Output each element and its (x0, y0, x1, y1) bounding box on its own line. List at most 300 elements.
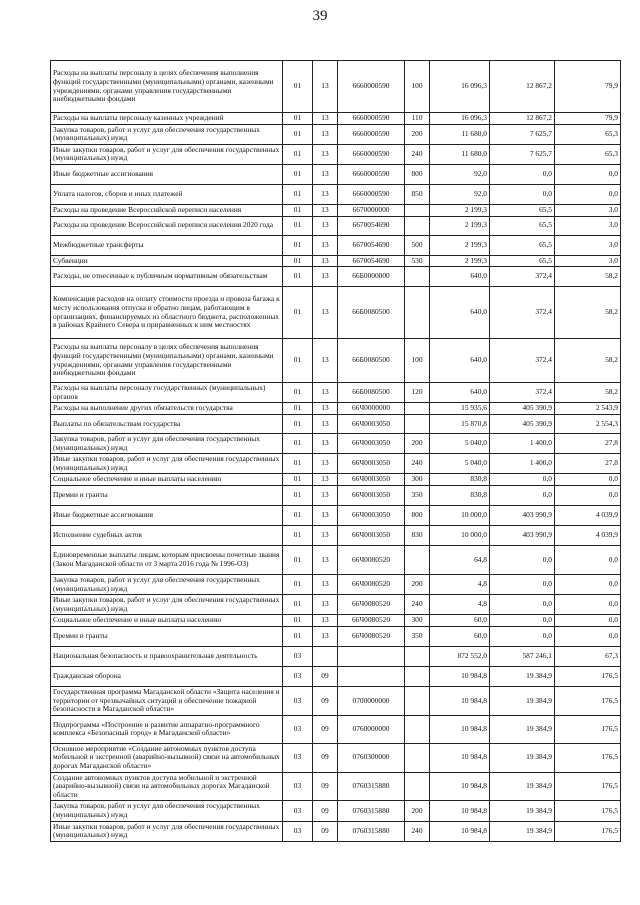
table-row (51, 525, 621, 545)
cell-subsection: 13 (313, 525, 338, 545)
cell-executed: 0,0 (490, 474, 555, 486)
table-body (51, 61, 621, 842)
cell-subsection: 13 (313, 216, 338, 235)
cell-target-article: 66Б0080500 (338, 339, 405, 383)
table-row (51, 216, 621, 235)
cell-planned: 10 000,0 (430, 505, 490, 525)
cell-name: Гражданская оборона (51, 666, 283, 686)
cell-target-article: 0700000000 (338, 686, 405, 715)
cell-planned: 92,0 (430, 164, 490, 184)
cell-executed: 405 390,9 (490, 403, 555, 415)
cell-section: 01 (283, 267, 313, 287)
cell-subsection: 13 (313, 113, 338, 125)
cell-subsection: 13 (313, 615, 338, 627)
cell-section: 01 (283, 505, 313, 525)
cell-executed: 0,0 (490, 485, 555, 505)
cell-expense-type: 110 (405, 113, 430, 125)
cell-section: 03 (283, 666, 313, 686)
cell-percent: 176,5 (555, 743, 621, 772)
cell-expense-type (405, 545, 430, 574)
cell-section: 03 (283, 821, 313, 841)
cell-expense-type: 350 (405, 485, 430, 505)
cell-percent: 176,5 (555, 666, 621, 686)
cell-percent: 58,2 (555, 339, 621, 383)
cell-percent: 0,0 (555, 574, 621, 594)
cell-planned: 2 199,3 (430, 204, 490, 216)
cell-section: 01 (283, 383, 313, 403)
cell-subsection: 13 (313, 204, 338, 216)
cell-planned: 830,8 (430, 474, 490, 486)
cell-name: Расходы на выплаты персоналу казенных учреждений (51, 113, 283, 125)
cell-planned: 16 096,3 (430, 113, 490, 125)
cell-name: Расходы на проведение Всероссийской переписи населения 2020 года (51, 216, 283, 235)
cell-planned: 16 096,3 (430, 61, 490, 113)
table-row (51, 474, 621, 486)
cell-subsection (313, 646, 338, 666)
cell-expense-type: 240 (405, 821, 430, 841)
cell-section: 03 (283, 646, 313, 666)
cell-target-article: 66Б0000000 (338, 267, 405, 287)
table-row (51, 267, 621, 287)
cell-subsection: 13 (313, 144, 338, 164)
table-row (51, 61, 621, 113)
table-row (51, 433, 621, 453)
cell-name: Национальная безопасность и правоохранительная деятельность (51, 646, 283, 666)
cell-expense-type: 200 (405, 574, 430, 594)
cell-target-article: 6660000590 (338, 113, 405, 125)
cell-name: Премии и гранты (51, 626, 283, 646)
cell-executed: 1 400,0 (490, 454, 555, 474)
table-row (51, 715, 621, 743)
cell-planned: 10 984,8 (430, 821, 490, 841)
cell-name: Расходы на проведение Всероссийской переписи населения (51, 204, 283, 216)
cell-subsection: 13 (313, 626, 338, 646)
cell-percent: 176,5 (555, 715, 621, 743)
cell-section: 01 (283, 144, 313, 164)
table-row (51, 686, 621, 715)
cell-section: 01 (283, 124, 313, 144)
cell-section: 01 (283, 615, 313, 627)
cell-subsection: 13 (313, 454, 338, 474)
cell-name: Закупка товаров, работ и услуг для обеспечения государственных (муниципальных) нужд (51, 433, 283, 453)
cell-target-article: 0760315880 (338, 821, 405, 841)
cell-target-article: 66Ч0003050 (338, 485, 405, 505)
cell-target-article: 0760000000 (338, 715, 405, 743)
table-row (51, 821, 621, 841)
cell-subsection: 13 (313, 485, 338, 505)
cell-expense-type: 350 (405, 626, 430, 646)
cell-planned: 5 040,0 (430, 454, 490, 474)
cell-expense-type: 500 (405, 235, 430, 255)
cell-executed: 19 384,9 (490, 821, 555, 841)
cell-subsection: 13 (313, 574, 338, 594)
cell-planned: 10 984,8 (430, 666, 490, 686)
cell-expense-type: 240 (405, 454, 430, 474)
cell-percent: 3,0 (555, 255, 621, 267)
cell-planned: 15 935,6 (430, 403, 490, 415)
cell-subsection: 09 (313, 666, 338, 686)
cell-expense-type: 100 (405, 61, 430, 113)
cell-percent: 0,0 (555, 626, 621, 646)
cell-section: 01 (283, 235, 313, 255)
cell-target-article: 66Ч0003050 (338, 433, 405, 453)
cell-planned: 640,0 (430, 267, 490, 287)
cell-section: 01 (283, 113, 313, 125)
cell-name: Иные закупки товаров, работ и услуг для обеспечения государственных (муниципальных) нужд (51, 821, 283, 841)
cell-expense-type: 200 (405, 801, 430, 821)
cell-section: 01 (283, 216, 313, 235)
cell-subsection: 13 (313, 595, 338, 615)
cell-executed: 372,4 (490, 287, 555, 339)
cell-name: Иные закупки товаров, работ и услуг для обеспечения государственных (муниципальных) нужд (51, 595, 283, 615)
cell-target-article: 0760315880 (338, 801, 405, 821)
cell-name: Исполнение судебных актов (51, 525, 283, 545)
cell-subsection: 13 (313, 235, 338, 255)
cell-name: Выплаты по обязательствам государства (51, 414, 283, 433)
cell-executed: 405 390,9 (490, 414, 555, 433)
cell-target-article: 66Б0080500 (338, 287, 405, 339)
cell-section: 03 (283, 743, 313, 772)
cell-subsection: 09 (313, 801, 338, 821)
cell-executed: 0,0 (490, 184, 555, 204)
cell-percent: 0,0 (555, 474, 621, 486)
cell-executed: 19 384,9 (490, 801, 555, 821)
cell-target-article: 6660000590 (338, 144, 405, 164)
cell-name: Подпрограмма «Построение и развитие аппаратно-программного комплекса «Безопасный город» в Магаданской области» (51, 715, 283, 743)
cell-percent: 79,9 (555, 113, 621, 125)
cell-planned: 64,8 (430, 545, 490, 574)
cell-planned: 830,8 (430, 485, 490, 505)
cell-target-article: 66Ч0080520 (338, 595, 405, 615)
table-row (51, 626, 621, 646)
cell-planned: 4,8 (430, 595, 490, 615)
cell-planned: 10 000,0 (430, 525, 490, 545)
table-row (51, 666, 621, 686)
cell-expense-type (405, 715, 430, 743)
cell-target-article (338, 646, 405, 666)
cell-expense-type: 530 (405, 255, 430, 267)
cell-subsection: 13 (313, 383, 338, 403)
cell-subsection: 13 (313, 474, 338, 486)
cell-planned: 2 199,3 (430, 255, 490, 267)
cell-subsection: 13 (313, 505, 338, 525)
cell-name: Расходы на выполнение других обязательств государства (51, 403, 283, 415)
cell-section: 01 (283, 474, 313, 486)
cell-executed: 0,0 (490, 574, 555, 594)
cell-planned: 11 680,0 (430, 144, 490, 164)
cell-expense-type (405, 216, 430, 235)
cell-name: Компенсация расходов на оплату стоимости проезда и провоза багажа к месту использования отпуска и обратно лицам, работающим в организациях, финансируемых из областного бюджета, расположенных в районах Крайнего Севера и приравненных к ним местностях (51, 287, 283, 339)
cell-name: Основное мероприятие «Создание автономных пунктов доступа мобильной и экстренной (аварийно-вызывной) связи на автомобильных дорогах Магаданской области» (51, 743, 283, 772)
cell-percent: 3,0 (555, 216, 621, 235)
cell-target-article: 0760300000 (338, 743, 405, 772)
table-row (51, 204, 621, 216)
cell-planned: 872 552,0 (430, 646, 490, 666)
cell-executed: 19 384,9 (490, 666, 555, 686)
cell-section: 03 (283, 686, 313, 715)
cell-name: Межбюджетные трансферты (51, 235, 283, 255)
cell-executed: 65,5 (490, 235, 555, 255)
cell-target-article: 6670054690 (338, 216, 405, 235)
cell-subsection: 13 (313, 267, 338, 287)
table-row (51, 595, 621, 615)
cell-percent: 65,3 (555, 124, 621, 144)
cell-target-article: 6660000590 (338, 61, 405, 113)
cell-subsection: 13 (313, 433, 338, 453)
cell-target-article: 6670054690 (338, 235, 405, 255)
table-row (51, 743, 621, 772)
cell-percent: 2 554,3 (555, 414, 621, 433)
cell-expense-type (405, 403, 430, 415)
table-row (51, 287, 621, 339)
cell-percent: 0,0 (555, 485, 621, 505)
cell-section: 01 (283, 414, 313, 433)
cell-section: 01 (283, 255, 313, 267)
cell-section: 01 (283, 485, 313, 505)
cell-target-article: 66Ч0003050 (338, 525, 405, 545)
cell-subsection: 13 (313, 61, 338, 113)
cell-planned: 10 984,8 (430, 801, 490, 821)
cell-executed: 12 867,2 (490, 61, 555, 113)
cell-planned: 10 984,8 (430, 772, 490, 801)
cell-section: 01 (283, 61, 313, 113)
cell-expense-type: 850 (405, 184, 430, 204)
cell-percent: 4 039,9 (555, 525, 621, 545)
cell-executed: 372,4 (490, 267, 555, 287)
cell-executed: 65,5 (490, 204, 555, 216)
cell-expense-type: 240 (405, 144, 430, 164)
cell-target-article: 66Ч0003050 (338, 474, 405, 486)
cell-expense-type: 100 (405, 339, 430, 383)
cell-target-article: 66Ч0080520 (338, 545, 405, 574)
cell-expense-type: 200 (405, 124, 430, 144)
cell-executed: 0,0 (490, 626, 555, 646)
cell-executed: 403 990,9 (490, 525, 555, 545)
table-row (51, 801, 621, 821)
cell-executed: 372,4 (490, 339, 555, 383)
cell-expense-type (405, 666, 430, 686)
cell-name: Создание автономных пунктов доступа мобильной и экстренной (аварийно-вызывной) связи на автомобильных дорогах Магаданской области (51, 772, 283, 801)
cell-target-article: 6670000000 (338, 204, 405, 216)
cell-planned: 2 199,3 (430, 216, 490, 235)
cell-section: 01 (283, 184, 313, 204)
cell-executed: 7 625,7 (490, 144, 555, 164)
cell-section: 01 (283, 595, 313, 615)
cell-executed: 372,4 (490, 383, 555, 403)
cell-name: Закупка товаров, работ и услуг для обеспечения государственных (муниципальных) нужд (51, 574, 283, 594)
cell-section: 01 (283, 574, 313, 594)
budget-table (50, 60, 621, 842)
cell-section: 01 (283, 454, 313, 474)
cell-planned: 640,0 (430, 339, 490, 383)
table-row (51, 339, 621, 383)
cell-executed: 587 246,1 (490, 646, 555, 666)
table-row (51, 383, 621, 403)
cell-expense-type (405, 287, 430, 339)
cell-name: Закупка товаров, работ и услуг для обеспечения государственных (муниципальных) нужд (51, 124, 283, 144)
cell-subsection: 13 (313, 403, 338, 415)
cell-percent: 0,0 (555, 615, 621, 627)
cell-target-article: 66Ч0080520 (338, 574, 405, 594)
cell-name: Субвенции (51, 255, 283, 267)
cell-expense-type (405, 686, 430, 715)
cell-name: Премии и гранты (51, 485, 283, 505)
cell-percent: 58,2 (555, 383, 621, 403)
cell-subsection: 13 (313, 339, 338, 383)
table-row (51, 414, 621, 433)
cell-expense-type (405, 743, 430, 772)
cell-executed: 1 400,0 (490, 433, 555, 453)
cell-target-article: 66Ч0003050 (338, 454, 405, 474)
cell-name: Государственная программа Магаданской области «Защита населения и территории от чрезвычайных ситуаций и обеспечение пожарной безопасности в Магаданской области» (51, 686, 283, 715)
cell-section: 01 (283, 287, 313, 339)
cell-name: Расходы на выплаты персоналу в целях обеспечения выполнения функций государственными (муниципальными) органами, казенными учреждениями, органами управления государственными внебюджетными фондами (51, 339, 283, 383)
table-row (51, 144, 621, 164)
cell-expense-type: 200 (405, 433, 430, 453)
cell-expense-type: 800 (405, 164, 430, 184)
cell-subsection: 13 (313, 164, 338, 184)
cell-percent: 3,0 (555, 235, 621, 255)
cell-section: 03 (283, 772, 313, 801)
cell-target-article (338, 666, 405, 686)
cell-percent: 176,5 (555, 801, 621, 821)
cell-name: Социальное обеспечение и иные выплаты населению (51, 474, 283, 486)
cell-target-article: 66Ч0003050 (338, 505, 405, 525)
cell-target-article: 66Б0080500 (338, 383, 405, 403)
cell-planned: 640,0 (430, 287, 490, 339)
cell-percent: 0,0 (555, 545, 621, 574)
cell-expense-type: 120 (405, 383, 430, 403)
cell-planned: 10 984,8 (430, 686, 490, 715)
cell-planned: 5 040,0 (430, 433, 490, 453)
cell-percent: 0,0 (555, 595, 621, 615)
page-number: 39 (312, 8, 328, 24)
table-row (51, 505, 621, 525)
cell-subsection: 13 (313, 414, 338, 433)
cell-section: 01 (283, 403, 313, 415)
cell-subsection: 13 (313, 184, 338, 204)
cell-executed: 65,5 (490, 216, 555, 235)
cell-target-article: 66Ч0003050 (338, 414, 405, 433)
cell-planned: 10 984,8 (430, 715, 490, 743)
table-row (51, 545, 621, 574)
cell-percent: 0,0 (555, 164, 621, 184)
cell-section: 01 (283, 164, 313, 184)
cell-executed: 0,0 (490, 595, 555, 615)
cell-percent: 176,5 (555, 686, 621, 715)
cell-planned: 10 984,8 (430, 743, 490, 772)
cell-planned: 4,8 (430, 574, 490, 594)
cell-expense-type (405, 204, 430, 216)
table-row (51, 454, 621, 474)
cell-target-article: 66Ч0000000 (338, 403, 405, 415)
cell-name: Социальное обеспечение и иные выплаты населению (51, 615, 283, 627)
table-row (51, 772, 621, 801)
cell-section: 01 (283, 339, 313, 383)
cell-percent: 4 039,9 (555, 505, 621, 525)
table-row (51, 113, 621, 125)
cell-planned: 15 870,8 (430, 414, 490, 433)
cell-planned: 60,0 (430, 626, 490, 646)
cell-target-article: 66Ч0080520 (338, 615, 405, 627)
cell-section: 03 (283, 715, 313, 743)
cell-percent: 79,9 (555, 61, 621, 113)
cell-executed: 403 990,9 (490, 505, 555, 525)
table-row (51, 485, 621, 505)
cell-percent: 0,0 (555, 184, 621, 204)
table-row (51, 164, 621, 184)
cell-expense-type: 830 (405, 525, 430, 545)
cell-name: Иные бюджетные ассигнования (51, 505, 283, 525)
cell-name: Иные бюджетные ассигнования (51, 164, 283, 184)
cell-percent: 176,5 (555, 821, 621, 841)
cell-section: 01 (283, 525, 313, 545)
cell-section: 03 (283, 801, 313, 821)
cell-name: Расходы на выплаты персоналу в целях обеспечения выполнения функций государственными (муниципальными) органами, казенными учреждениями, органами управления государственными внебюджетными фондами (51, 61, 283, 113)
cell-target-article: 0760315880 (338, 772, 405, 801)
cell-target-article: 66Ч0080520 (338, 626, 405, 646)
cell-percent: 2 543,9 (555, 403, 621, 415)
cell-section: 01 (283, 545, 313, 574)
cell-target-article: 6670054690 (338, 255, 405, 267)
cell-subsection: 13 (313, 545, 338, 574)
cell-name: Иные закупки товаров, работ и услуг для обеспечения государственных (муниципальных) нужд (51, 454, 283, 474)
table-row (51, 255, 621, 267)
cell-target-article: 6660000590 (338, 184, 405, 204)
cell-planned: 11 680,0 (430, 124, 490, 144)
cell-executed: 19 384,9 (490, 743, 555, 772)
cell-percent: 3,0 (555, 204, 621, 216)
cell-expense-type (405, 646, 430, 666)
cell-percent: 58,2 (555, 267, 621, 287)
cell-expense-type: 800 (405, 505, 430, 525)
cell-subsection: 09 (313, 715, 338, 743)
cell-section: 01 (283, 204, 313, 216)
cell-executed: 19 384,9 (490, 715, 555, 743)
cell-subsection: 13 (313, 287, 338, 339)
table-row (51, 646, 621, 666)
cell-planned: 92,0 (430, 184, 490, 204)
cell-percent: 27,8 (555, 454, 621, 474)
cell-executed: 19 384,9 (490, 686, 555, 715)
cell-executed: 0,0 (490, 545, 555, 574)
table-row (51, 574, 621, 594)
cell-subsection: 13 (313, 124, 338, 144)
cell-planned: 60,0 (430, 615, 490, 627)
cell-target-article: 6660000590 (338, 124, 405, 144)
cell-executed: 19 384,9 (490, 772, 555, 801)
cell-name: Расходы, не отнесенные к публичным нормативным обязательствам (51, 267, 283, 287)
cell-name: Уплата налогов, сборов и иных платежей (51, 184, 283, 204)
cell-expense-type: 300 (405, 615, 430, 627)
cell-planned: 2 199,3 (430, 235, 490, 255)
cell-section: 01 (283, 626, 313, 646)
cell-executed: 0,0 (490, 164, 555, 184)
cell-target-article: 6660000590 (338, 164, 405, 184)
cell-subsection: 09 (313, 821, 338, 841)
table-row (51, 184, 621, 204)
table-row (51, 615, 621, 627)
cell-name: Иные закупки товаров, работ и услуг для обеспечения государственных (муниципальных) нужд (51, 144, 283, 164)
cell-percent: 65,3 (555, 144, 621, 164)
cell-executed: 65,5 (490, 255, 555, 267)
table-row (51, 403, 621, 415)
cell-executed: 12 867,2 (490, 113, 555, 125)
cell-percent: 58,2 (555, 287, 621, 339)
cell-expense-type (405, 414, 430, 433)
cell-name: Расходы на выплаты персоналу государственных (муниципальных) органов (51, 383, 283, 403)
table-row (51, 124, 621, 144)
